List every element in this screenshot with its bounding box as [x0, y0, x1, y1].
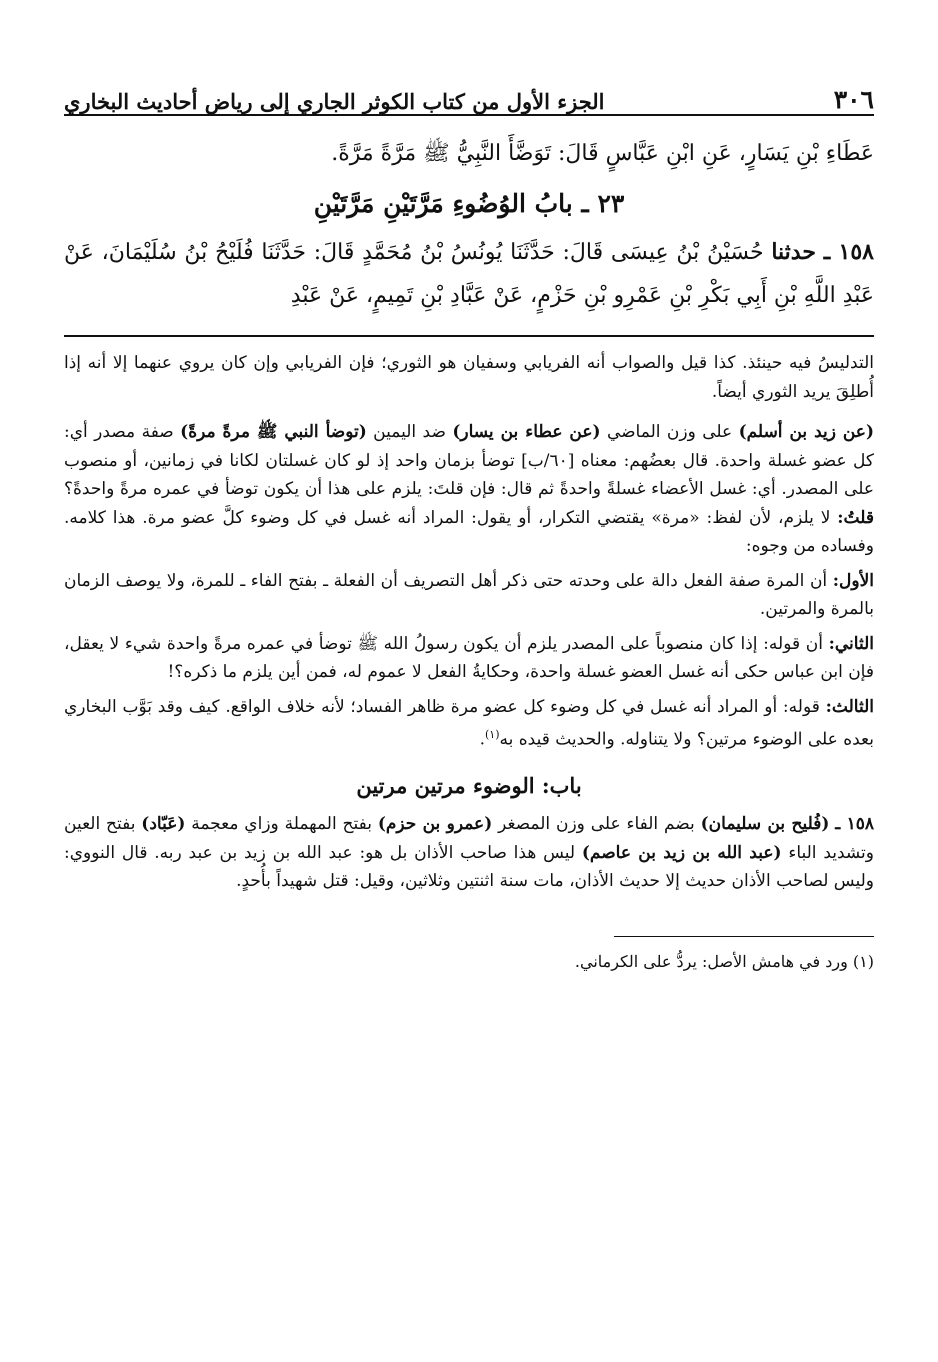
- lemma: (عَبّاد): [141, 814, 186, 835]
- chapter-heading: ٢٣ ـ بابُ الوُضُوءِ مَرَّتَيْنِ مَرَّتَيْنِ: [313, 189, 625, 218]
- commentary-text: ليس هذا صاحب الأذان بل هو: عبد الله بن زيد بن عبد ربه. قال النووي: وليس لصاحب الأذان حديث إلا حديث الأذان، مات سنة اثنتين وثلاثين، وقيل: قتل شهيداً بأُحدٍ.: [64, 842, 874, 892]
- commentary-text: قوله: أو المراد أنه غسل في كل وضوء كل عضو مرة ظاهر الفساد؛ لأنه خلاف الواقع. كيف وقد بَوَّب البخاري بعده على الوضوء مرتين؟ ولا يتناوله. والحديث قيده به: [64, 696, 874, 750]
- commentary-paragraph-6: [64, 810, 874, 896]
- hadith-intro: حدثنا: [771, 239, 816, 265]
- commentary-paragraph-1: التدليسُ فيه حينئذ. كذا قيل والصواب أنه الفريابي وسفيان هو الثوري؛ فإن الفريابي وإن كان يروي عنهما إلا أنه إذا أُطلِقَ يريد الثوري أيضاً.: [64, 353, 874, 402]
- commentary-text: بفتح العين وتشديد الباء: [64, 814, 875, 863]
- commentary-paragraph-2: [64, 418, 874, 561]
- hadith-paragraph: [64, 231, 874, 317]
- commentary-text: لا يلزم، لأن لفظ: «مرة» يقتضي التكرار، أو يقول: المراد أنه غسل في كل وضوء كلَّ عضو مرة. هذا كلامه. وفساده من وجوه:: [64, 507, 874, 556]
- commentary-text: صفة مصدر أي: كل عضو غسلة واحدة. قال بعضُهم: معناه [٦٠/ب] توضأ بزمان واحد إذ لو كان غسلتان لكانا في زمانين، أو منصوب على المصدر. أي: غسل الأعضاء غسلةً واحدةً ثم قال: فإن قلتَ: يلزم على هذا أن يكون توضأ في عمره مرةً واحدةً؟: [64, 422, 874, 499]
- point-label: الثاني:: [828, 633, 874, 654]
- main-text: [64, 132, 874, 317]
- footnote-text: ورد في هامش الأصل: يردُّ على الكرماني.: [574, 951, 848, 971]
- footnote-marker: (١): [852, 951, 874, 971]
- commentary-paragraph-4: [64, 630, 874, 687]
- page-number: ٣٠٦: [833, 85, 874, 114]
- lemma: (عن عطاء بن يسار): [452, 422, 601, 442]
- point-label: الثالث:: [825, 696, 874, 717]
- hadith-number: ١٥٨ ـ: [835, 814, 874, 835]
- page-header: [64, 62, 874, 116]
- commentary-paragraph-3: [64, 567, 874, 624]
- main-line-1: عَطَاءِ بْنِ يَسَارٍ، عَنِ ابْنِ عَبَّاسٍ قَالَ: تَوَضَّأَ النَّبِيُّ ﷺ مَرَّةً مَرَّةً.: [331, 141, 874, 166]
- page: [64, 62, 874, 975]
- commentary-paragraph-5: [64, 693, 874, 755]
- lemma: (توضأ النبي ﷺ مرةً مرةً): [180, 422, 367, 442]
- lemma: (عبد الله بن زيد بن عاصم): [581, 842, 782, 863]
- commentary-text: أن المرة صفة الفعل دالة على وحدته حتى ذكر أهل التصريف أن الفعلة ـ بفتح الفاء ـ للمرة، ولا يوصف الزمان بالمرة والمرتين.: [64, 570, 874, 619]
- commentary-text: ضد اليمين: [366, 422, 453, 442]
- commentary-text: بضم الفاء على وزن المصغر: [492, 814, 701, 835]
- lemma: (فُليح بن سليمان): [700, 814, 830, 835]
- commentary: [64, 349, 874, 896]
- lemma: قلتُ:: [837, 507, 874, 528]
- hadith-number: ١٥٨ ـ: [823, 239, 874, 265]
- main-divider: [64, 335, 874, 337]
- lemma: (عن زيد بن أسلم): [738, 422, 874, 442]
- sub-heading: باب: الوضوء مرتين مرتين: [356, 773, 582, 799]
- hadith-text: حُسَيْنُ بْنُ عِيسَى قَالَ: حَدَّثَنَا يُونُسُ بْنُ مُحَمَّدٍ قَالَ: حَدَّثَنَا فُلَيْحُ بْنُ سُلَيْمَانَ، عَنْ عَبْدِ اللَّهِ بْنِ أَبِي بَكْرِ بْنِ عَمْرِو بْنِ حَزْمٍ، عَنْ عَبَّادِ بْنِ تَمِيمٍ، عَنْ عَبْدِ: [64, 240, 874, 308]
- footnote-reference[interactable]: (١): [484, 728, 500, 741]
- point-label: الأول:: [832, 570, 874, 591]
- commentary-text: أن قوله: إذا كان منصوباً على المصدر يلزم أن يكون رسولُ الله ﷺ توضأ في عمره مرةً واحدة شيء لا يعقل، فإن ابن عباس حكى أنه غسل العضو غسلة واحدة، وحكايةُ الفعل لا عموم له، فمن أين يلزم ما ذكره؟!: [64, 633, 874, 682]
- commentary-text: على وزن الماضي: [600, 422, 739, 442]
- footnote: [64, 949, 874, 975]
- commentary-text: بفتح المهملة وزاي معجمة: [185, 814, 378, 835]
- running-title: الجزء الأول من كتاب الكوثر الجاري إلى رياض أحاديث البخاري: [64, 89, 605, 114]
- commentary-text: .: [479, 729, 485, 750]
- lemma: (عمرو بن حزم): [377, 814, 493, 835]
- footnote-divider: [614, 936, 874, 937]
